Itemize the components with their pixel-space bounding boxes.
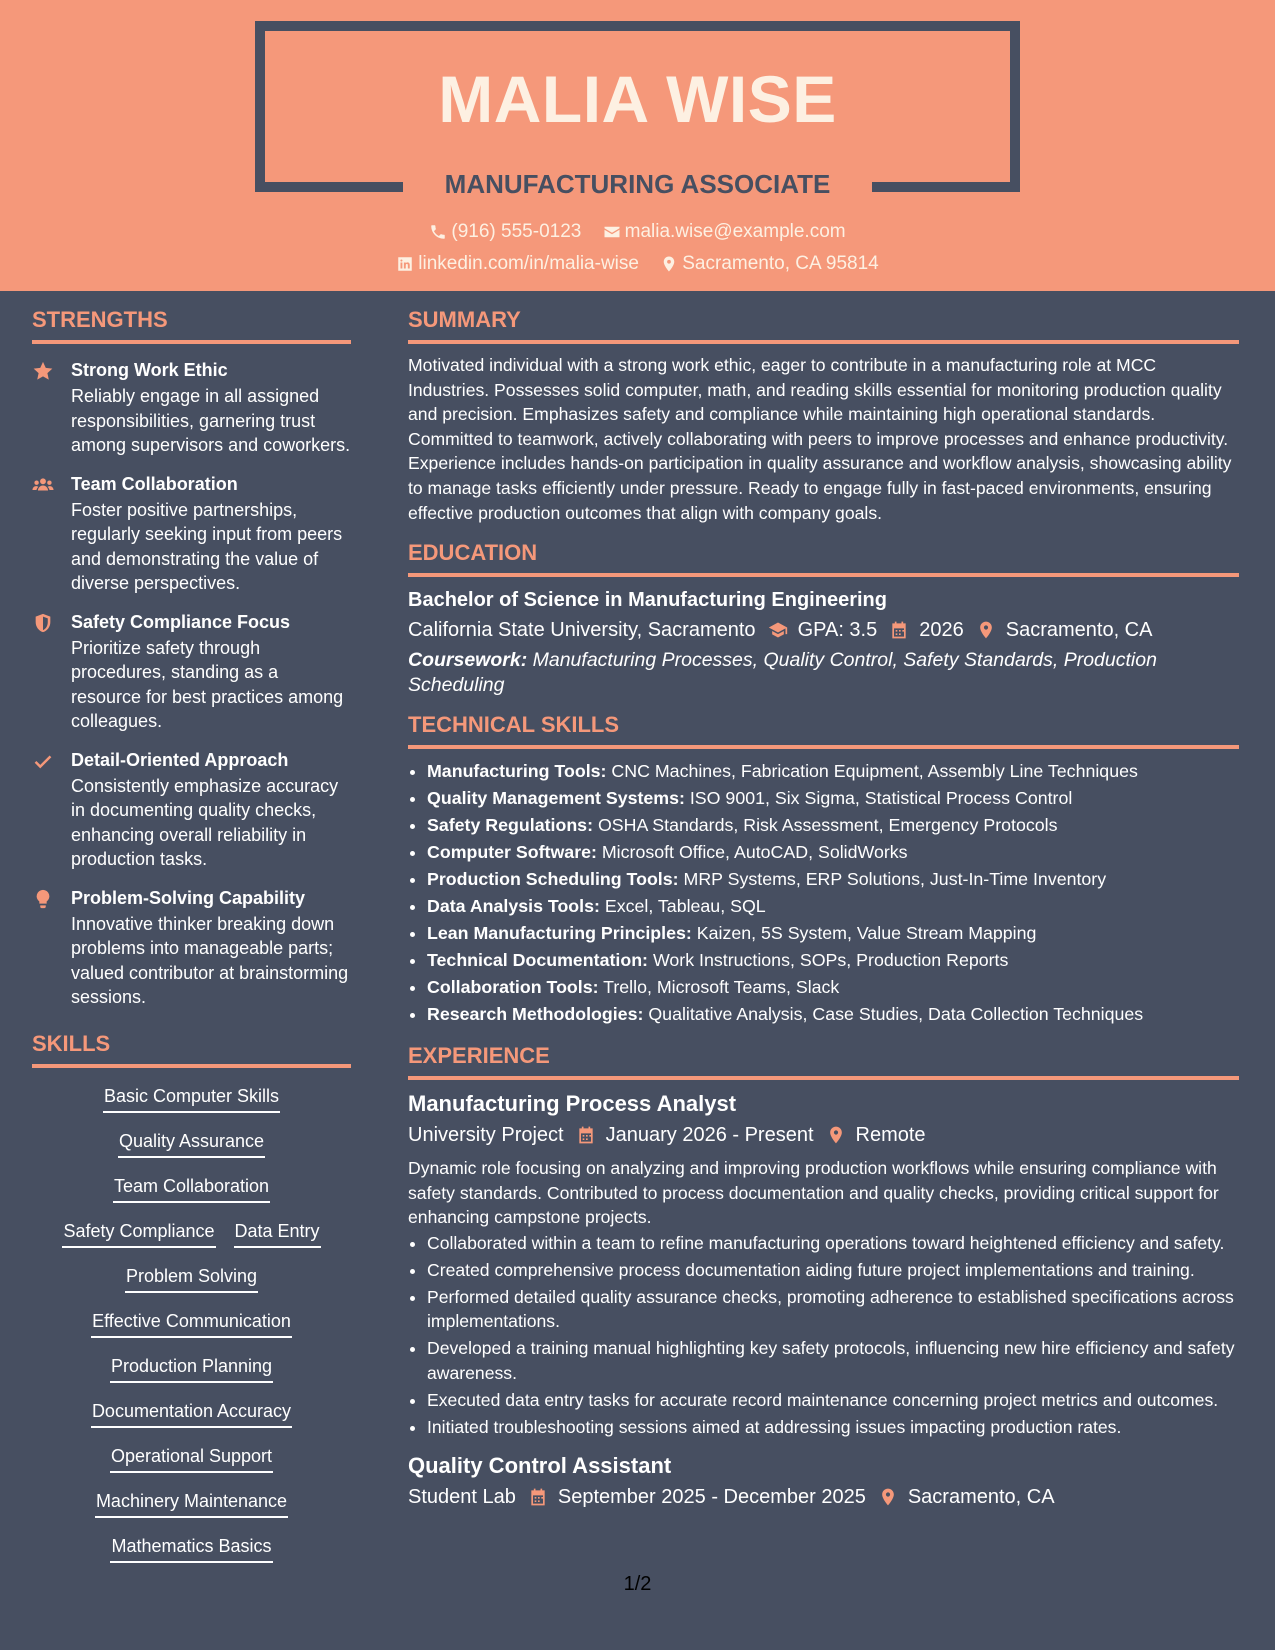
tech-skill-value: Excel, Tableau, SQL <box>604 896 766 917</box>
tech-skill-label: Lean Manufacturing Principles: <box>427 923 692 944</box>
list-item: • Developed a training manual highlighting key safety protocols, influencing new hire efficiency and safety awareness. <box>427 1336 1239 1385</box>
tech-skill-label: Research Methodologies: <box>427 1004 644 1025</box>
skill-tag: Team Collaboration <box>113 1174 270 1203</box>
skill-row <box>32 1211 351 1256</box>
list-item: • Executed data entry tasks for accurate record maintenance concerning project metrics and outcomes. <box>427 1388 1239 1413</box>
job-meta <box>408 1483 1239 1511</box>
map-marker-icon <box>660 255 678 273</box>
tech-skill-label: Safety Regulations: <box>427 815 593 836</box>
list-item <box>427 974 1239 1001</box>
calendar-icon <box>889 620 909 640</box>
tech-skill-value: CNC Machines, Fabrication Equipment, Assembly Line Techniques <box>611 761 1138 782</box>
job-bullets <box>408 1231 1239 1440</box>
skill-tag: Machinery Maintenance <box>95 1489 288 1518</box>
location-text: Sacramento, CA 95814 <box>682 253 879 274</box>
tech-skill-label: Collaboration Tools: <box>427 977 599 998</box>
candidate-name: MALIA WISE <box>438 62 837 136</box>
tech-skill-label: Manufacturing Tools: <box>427 761 607 782</box>
left-column <box>32 306 351 1571</box>
job-location: Remote <box>855 1124 926 1147</box>
skill-tag: Mathematics Basics <box>110 1534 272 1563</box>
users-icon <box>32 474 54 496</box>
linkedin-icon <box>396 255 414 273</box>
tech-skill-label: Technical Documentation: <box>427 950 648 971</box>
job-meta <box>408 1121 1239 1149</box>
tech-skill-value: Qualitative Analysis, Case Studies, Data Collection Techniques <box>648 1004 1144 1025</box>
job-title: Manufacturing Process Analyst <box>408 1091 737 1117</box>
list-item <box>427 839 1239 866</box>
star-icon <box>32 360 54 382</box>
header-frame-bottom-left <box>255 182 403 192</box>
skill-row <box>32 1391 351 1436</box>
job-org: University Project <box>408 1124 564 1147</box>
header-frame-left <box>255 21 265 192</box>
email-text: malia.wise@example.com <box>624 221 846 242</box>
job-org: Student Lab <box>408 1485 516 1508</box>
skill-row <box>32 1346 351 1391</box>
skill-row <box>32 1526 351 1571</box>
skills-heading: SKILLS <box>32 1030 351 1068</box>
list-item <box>427 812 1239 839</box>
resume-header <box>0 0 1275 291</box>
skill-tag: Problem Solving <box>125 1264 258 1293</box>
list-item: • Created comprehensive process documentation aiding future project implementations and training. <box>427 1258 1239 1283</box>
phone-icon <box>429 223 447 241</box>
technical-skills-list <box>408 758 1239 1028</box>
map-marker-icon <box>826 1125 846 1145</box>
list-item <box>427 1001 1239 1028</box>
education-location: Sacramento, CA <box>1005 619 1153 642</box>
tech-skill-value: ISO 9001, Six Sigma, Statistical Process Control <box>689 788 1073 809</box>
job-title: Quality Control Assistant <box>408 1452 672 1478</box>
envelope-icon <box>603 223 621 241</box>
header-frame-bottom-right <box>872 182 1020 192</box>
tech-skill-value: Microsoft Office, AutoCAD, SolidWorks <box>601 842 908 863</box>
skill-row <box>32 1301 351 1346</box>
strength-desc: Prioritize safety through procedures, standing as a resource for best practices among colleagues. <box>71 637 344 731</box>
tech-skill-label: Quality Management Systems: <box>427 788 685 809</box>
strength-item <box>32 610 351 734</box>
contact-row-2 <box>0 252 1275 280</box>
strength-desc: Foster positive partnerships, regularly seeking input from peers and demonstrating the value of diverse perspectives. <box>71 499 343 593</box>
strength-name: Problem-Solving Capability <box>71 887 306 908</box>
education-gpa: GPA: 3.5 <box>797 619 878 642</box>
tech-skill-value: Kaizen, 5S System, Value Stream Mapping <box>696 923 1037 944</box>
technical-skills-heading: TECHNICAL SKILLS <box>408 711 1239 749</box>
skill-tag: Data Entry <box>234 1219 321 1248</box>
strength-desc: Consistently emphasize accuracy in documenting quality checks, enhancing overall reliability in production tasks. <box>71 775 339 869</box>
job-dates: September 2025 - December 2025 <box>557 1485 866 1508</box>
job-dates: January 2026 - Present <box>605 1124 814 1147</box>
tech-skill-value: MRP Systems, ERP Solutions, Just-In-Time Inventory <box>683 869 1107 890</box>
coursework-label: Coursework: <box>408 649 528 672</box>
strength-item <box>32 886 351 1010</box>
header-frame-right <box>1010 21 1020 192</box>
page-number: 1/2 <box>623 1573 652 1595</box>
tech-skill-value: OSHA Standards, Risk Assessment, Emergency Protocols <box>597 815 1058 836</box>
linkedin-text: linkedin.com/in/malia-wise <box>418 253 639 274</box>
list-item <box>427 866 1239 893</box>
contact-phone[interactable] <box>429 220 581 244</box>
education-school: California State University, Sacramento <box>408 619 756 642</box>
list-item <box>427 893 1239 920</box>
summary-heading: SUMMARY <box>408 306 1239 344</box>
strength-name: Safety Compliance Focus <box>71 611 291 632</box>
strength-item <box>32 472 351 596</box>
strength-name: Team Collaboration <box>71 473 238 494</box>
strength-item <box>32 358 351 458</box>
list-item <box>427 758 1239 785</box>
contact-row-1 <box>0 220 1275 248</box>
skill-row <box>32 1481 351 1526</box>
phone-text: (916) 555-0123 <box>451 221 582 242</box>
lightbulb-icon <box>32 888 54 910</box>
tech-skill-label: Data Analysis Tools: <box>427 896 600 917</box>
calendar-icon <box>576 1125 596 1145</box>
skill-row <box>32 1436 351 1481</box>
experience-heading: EXPERIENCE <box>408 1042 1239 1080</box>
map-marker-icon <box>878 1487 898 1507</box>
job-location: Sacramento, CA <box>907 1485 1055 1508</box>
skill-row <box>32 1076 351 1121</box>
skill-tag: Documentation Accuracy <box>91 1399 292 1428</box>
skill-row <box>32 1256 351 1301</box>
candidate-title: MANUFACTURING ASSOCIATE <box>444 169 831 199</box>
list-item: • Collaborated within a team to refine manufacturing operations toward heightened efficiency and safety. <box>427 1231 1239 1256</box>
skill-tag: Basic Computer Skills <box>103 1084 280 1113</box>
strength-item <box>32 748 351 872</box>
list-item <box>427 947 1239 974</box>
strengths-heading: STRENGTHS <box>32 306 351 344</box>
strength-desc: Innovative thinker breaking down problems into manageable parts; valued contributor at brainstorming sessions. <box>71 913 349 1007</box>
list-item: • Initiated troubleshooting sessions aimed at addressing issues impacting production rates. <box>427 1415 1239 1440</box>
list-item: • Performed detailed quality assurance checks, promoting adherence to established specifications across implementations. <box>427 1285 1239 1334</box>
skill-tag: Safety Compliance <box>62 1219 215 1248</box>
header-frame-top <box>255 21 1020 31</box>
skill-tag: Quality Assurance <box>118 1129 265 1158</box>
tech-skill-label: Production Scheduling Tools: <box>427 869 679 890</box>
skill-tag: Operational Support <box>110 1444 273 1473</box>
tech-skill-label: Computer Software: <box>427 842 597 863</box>
coursework-text: Manufacturing Processes, Quality Control, Safety Standards, Production Scheduling <box>408 649 1157 696</box>
map-marker-icon <box>976 620 996 640</box>
strength-name: Detail-Oriented Approach <box>71 749 289 770</box>
education-coursework <box>408 648 1239 697</box>
skill-row <box>32 1166 351 1211</box>
calendar-icon <box>528 1487 548 1507</box>
shield-icon <box>32 612 54 634</box>
list-item <box>427 920 1239 947</box>
skills-list <box>32 1076 351 1571</box>
summary-text: Motivated individual with a strong work ethic, eager to contribute in a manufacturing role at MCC Industries. Possesses solid computer, math, and reading skills essential for monitoring production quality and precision. Emphasizes safety and compliance while maintaining high operational standards. Committed to teamwork, actively collaborating with peers to improve processes and enhance productivity. Experience includes hands-on participation in quality assurance and workflow analysis, showcasing ability to manage tasks efficiently under pressure. Ready to engage fully in fast-paced environments, ensuring effective production outcomes that align with company goals. <box>408 355 1232 523</box>
education-year: 2026 <box>919 619 964 642</box>
right-column <box>408 306 1239 1511</box>
education-meta <box>408 616 1239 644</box>
skill-tag: Effective Communication <box>91 1309 292 1338</box>
strength-desc: Reliably engage in all assigned responsibilities, garnering trust among supervisors and coworkers. <box>71 386 351 455</box>
contact-linkedin[interactable] <box>396 252 639 276</box>
strength-name: Strong Work Ethic <box>71 360 228 380</box>
tech-skill-value: Trello, Microsoft Teams, Slack <box>603 977 840 998</box>
tech-skill-value: Work Instructions, SOPs, Production Reports <box>652 950 1009 971</box>
contact-email[interactable] <box>603 220 846 244</box>
list-item <box>427 785 1239 812</box>
education-heading: EDUCATION <box>408 539 1239 577</box>
contact-location <box>660 252 878 276</box>
education-degree: Bachelor of Science in Manufacturing Engineering <box>408 589 887 612</box>
skill-tag: Production Planning <box>110 1354 273 1383</box>
skill-row <box>32 1121 351 1166</box>
graduation-cap-icon <box>768 620 788 640</box>
check-icon <box>32 750 54 772</box>
job-description: Dynamic role focusing on analyzing and improving production workflows while ensuring compliance with safety standards. Contributed to process documentation and quality checks, providing critical support for enhancing campstone projects. <box>408 1158 1219 1228</box>
